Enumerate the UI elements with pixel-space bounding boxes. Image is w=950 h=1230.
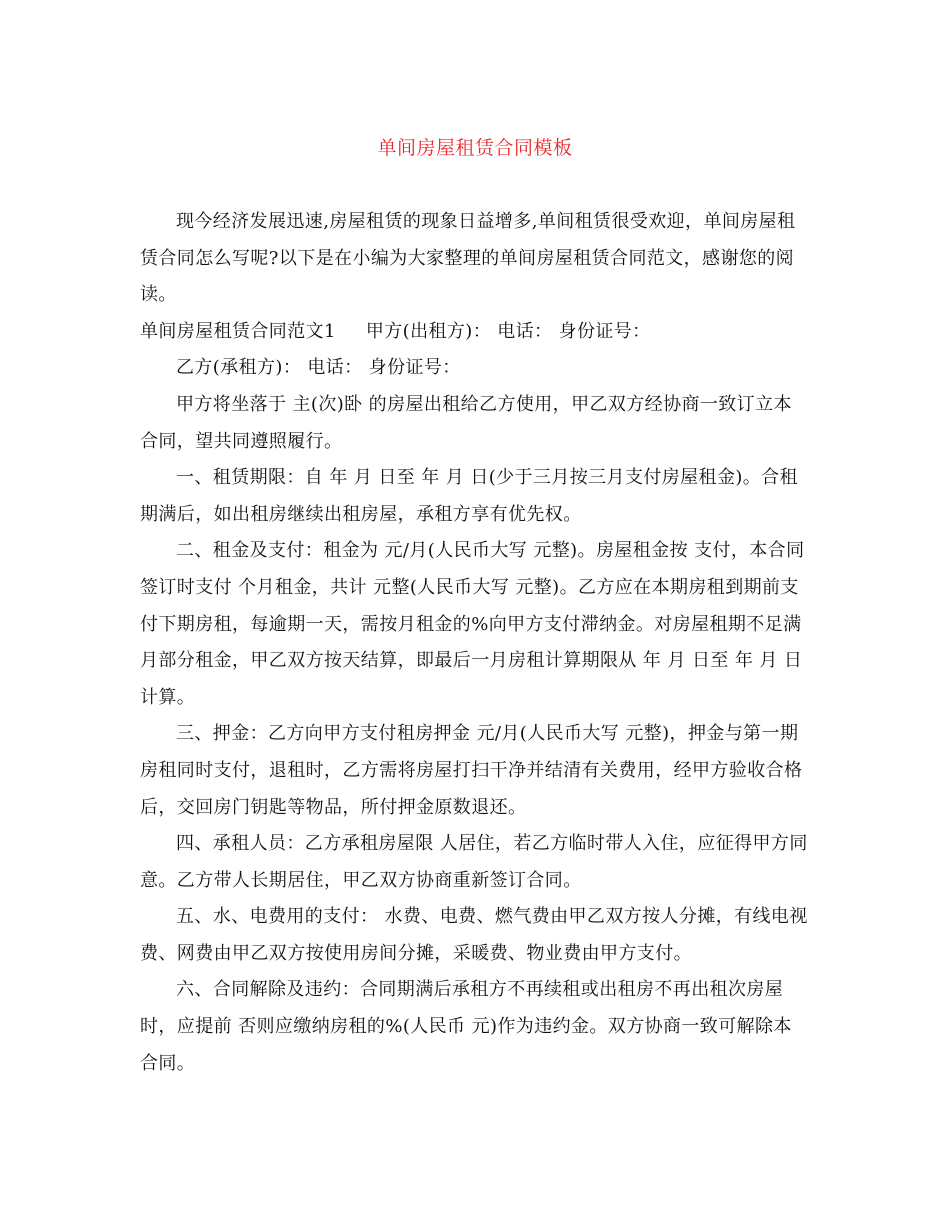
sample-heading-line [140, 314, 810, 351]
clause-rent-payment: 二、租金及支付：租金为 元/月(人民币大写 元整)。房屋租金按 支付，本合同签订时支付 个月租金，共计 元整(人民币大写 元整)。乙方应在本期房租到期前支付下期房租，每逾期一天，需按月租金的%向甲方支付滞纳金。对房屋租期不足满月部分租金，甲乙双方按天结算，即最后一月房租计算期限从 年 月 日至 年 月 日 计算。 [140, 540, 805, 708]
clause-utilities: 五、水、电费用的支付： 水费、电费、燃气费由甲乙双方按人分摊，有线电视费、网费由甲乙双方按使用房间分摊，采暖费、物业费由甲方支付。 [140, 906, 808, 964]
clause-lease-term: 一、租赁期限：自 年 月 日至 年 月 日(少于三月按三月支付房屋租金)。合租期满后，如出租房继续出租房屋，承租方享有优先权。 [140, 467, 798, 525]
clause-occupants: 四、承租人员：乙方承租房屋限 人居住，若乙方临时带人入住，应征得甲方同意。乙方带人长期居住，甲乙双方协商重新签订合同。 [140, 833, 808, 891]
party-b-line: 乙方(承租方)： 电话： 身份证号： [176, 357, 461, 379]
preamble-paragraph: 甲方将坐落于 主(次)卧 的房屋出租给乙方使用，甲乙双方经协商一致订立本合同，望共同遵照履行。 [140, 393, 792, 452]
party-a-line: 甲方(出租方)： 电话： 身份证号： [365, 320, 651, 342]
clause-termination: 六、合同解除及违约：合同期满后承租方不再续租或出租房不再出租次房屋时，应提前 否则应缴纳房租的%(人民币 元)作为违约金。双方协商一致可解除本合同。 [140, 979, 792, 1074]
document-title: 单间房屋租赁合同模板 [377, 137, 573, 159]
sample-heading: 单间房屋租赁合同范文1 [140, 320, 336, 342]
intro-paragraph: 现今经济发展迅速,房屋租赁的现象日益增多,单间租赁很受欢迎，单间房屋租赁合同怎么写呢?以下是在小编为大家整理的单间房屋租赁合同范文，感谢您的阅读。 [140, 211, 796, 306]
document-body [140, 204, 810, 1082]
clause-deposit: 三、押金：乙方向甲方支付租房押金 元/月(人民币大写 元整)，押金与第一期房租同时支付，退租时，乙方需将房屋打扫干净并结清有关费用，经甲方验收合格后，交回房门钥匙等物品，所付押金原数退还。 [140, 723, 803, 818]
